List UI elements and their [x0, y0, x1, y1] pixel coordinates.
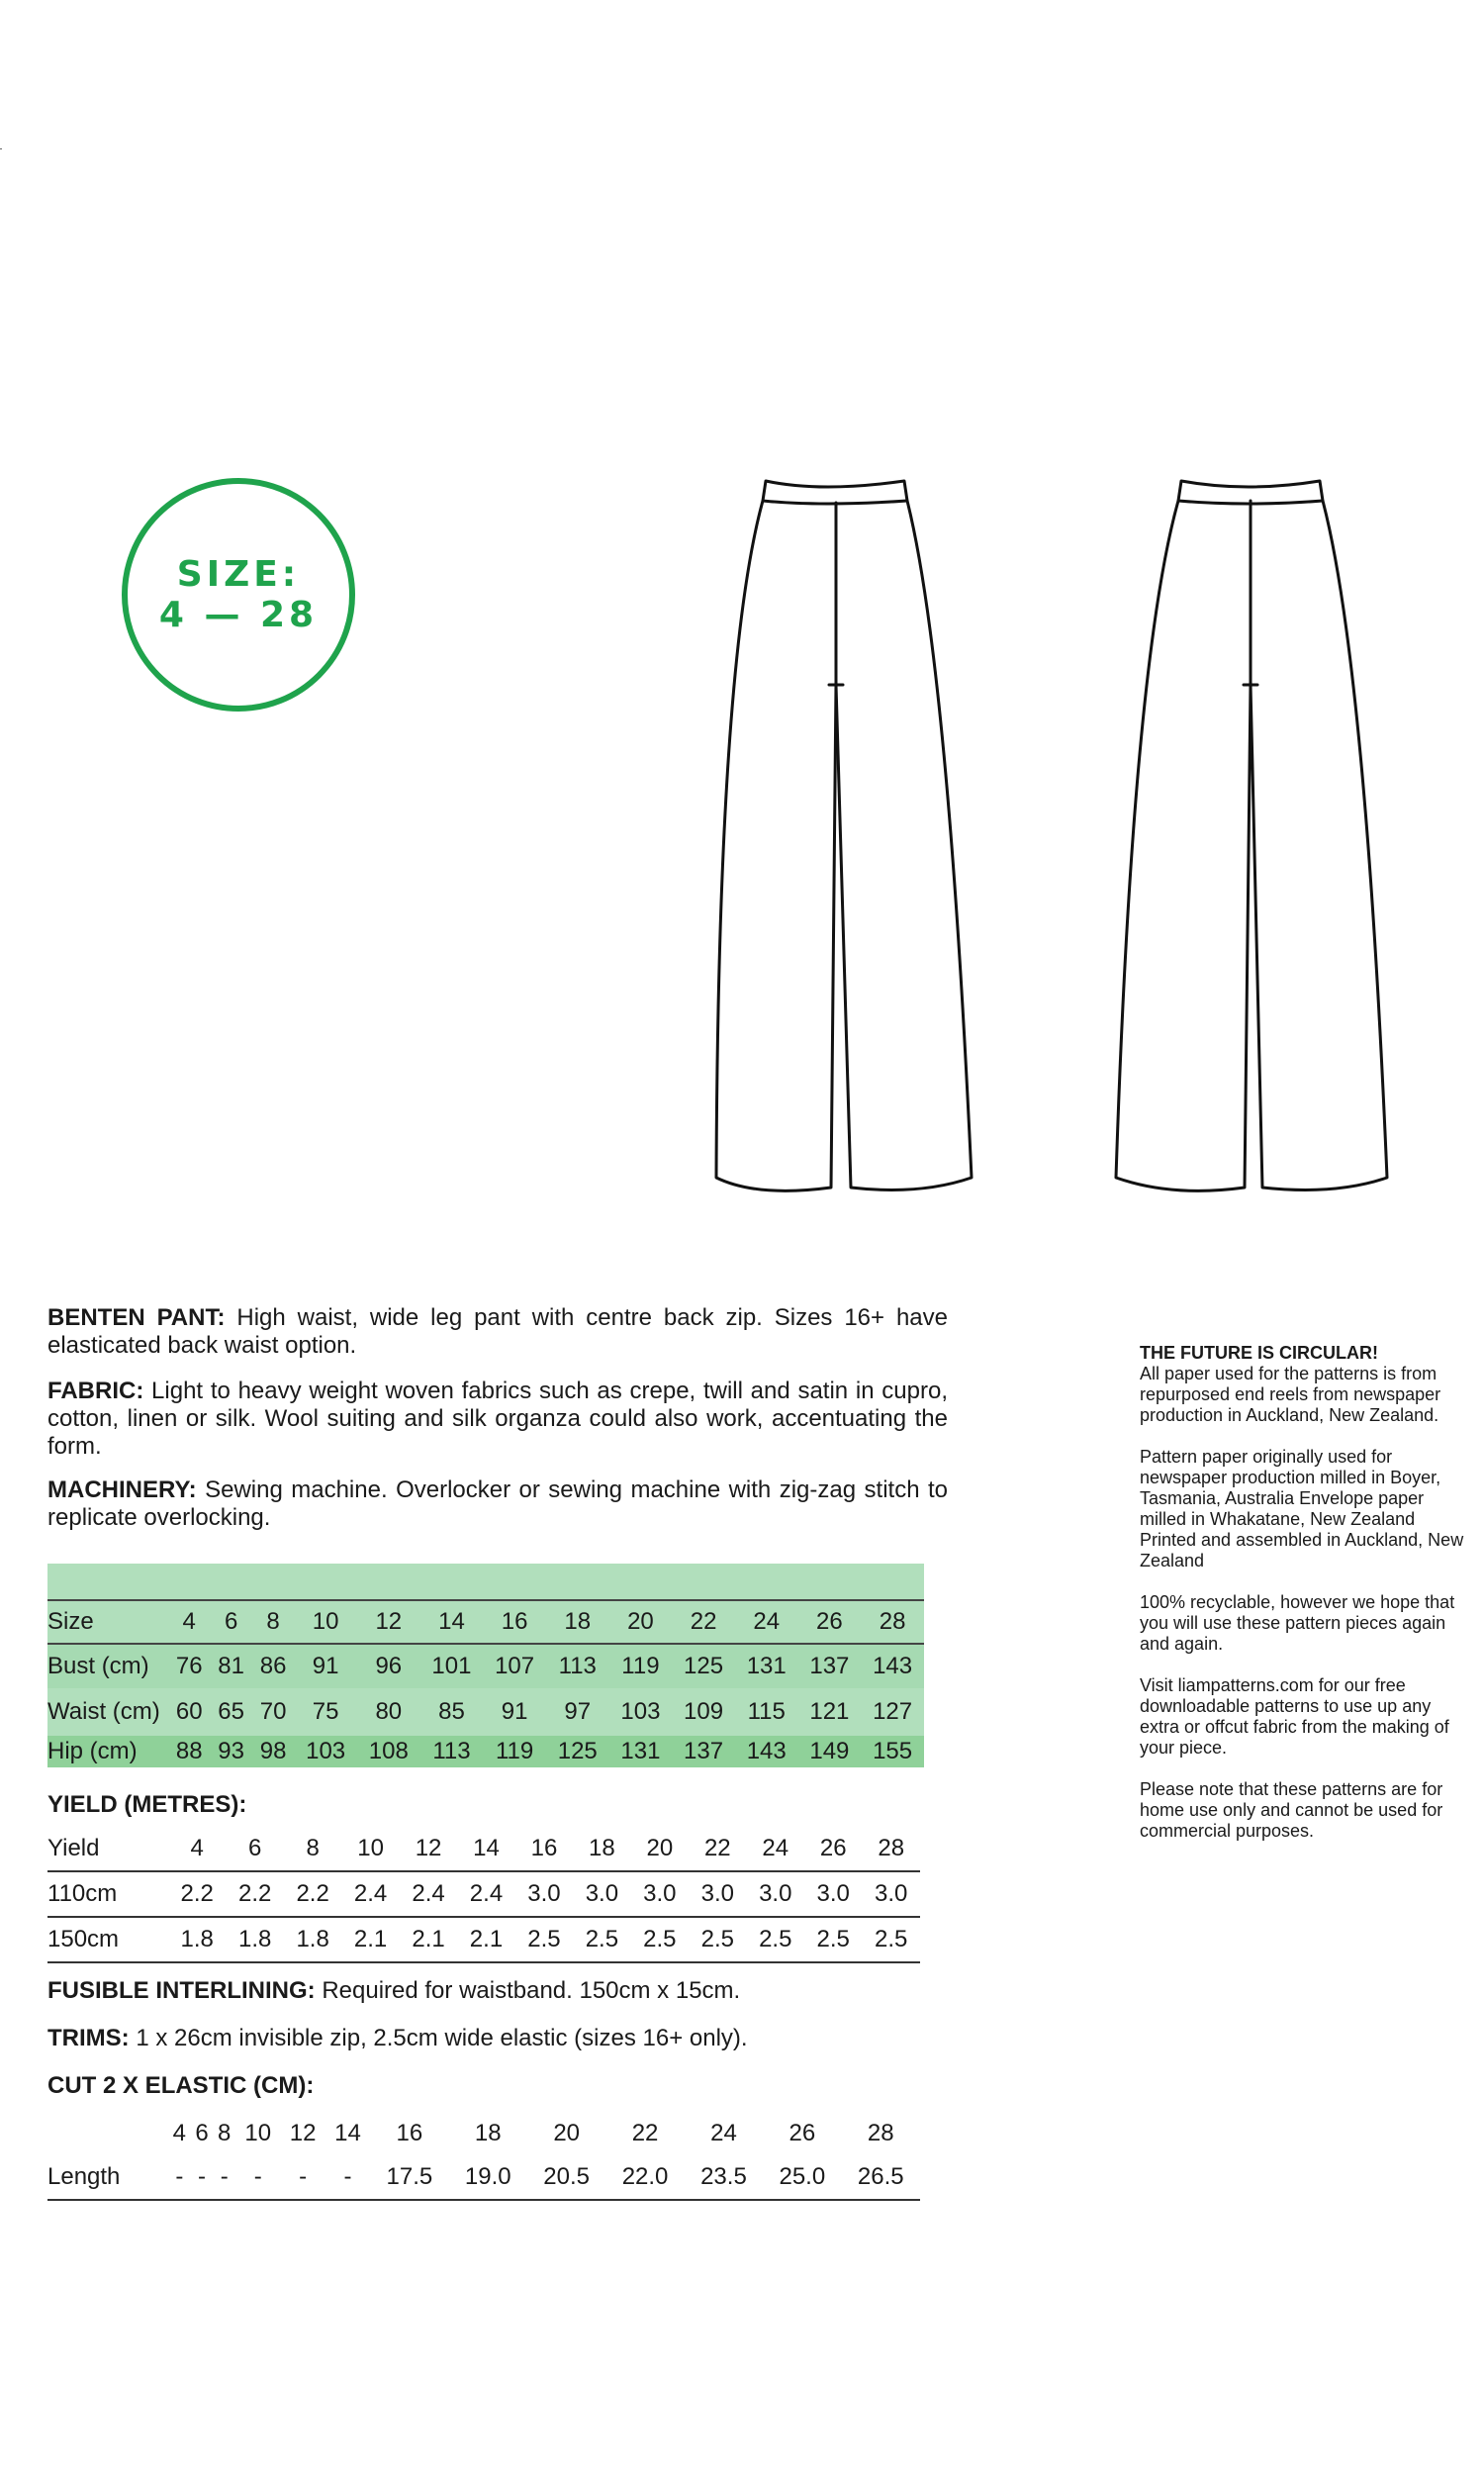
table-cell: 6: [226, 1827, 283, 1871]
table-cell: 2.1: [457, 1917, 514, 1962]
sidebar-paragraph: 100% recyclable, however we hope that you will use these pattern pieces again and again.: [1140, 1592, 1455, 1654]
size-chart-table: [47, 1564, 924, 1767]
size-chart-header-band: [47, 1564, 924, 1600]
trims-text: 1 x 26cm invisible zip, 2.5cm wide elastic (sizes 16+ only).: [129, 2025, 748, 2051]
table-cell: 121: [798, 1688, 862, 1736]
table-cell: 14: [420, 1600, 484, 1644]
table-cell: 113: [546, 1644, 609, 1688]
table-cell: 2.2: [168, 1871, 226, 1917]
table-cell: 26: [798, 1600, 862, 1644]
table-cell: 16: [483, 1600, 546, 1644]
table-cell: 2.5: [862, 1917, 920, 1962]
table-cell: 3.0: [515, 1871, 573, 1917]
table-cell: 2.5: [515, 1917, 573, 1962]
table-cell: 113: [420, 1736, 484, 1767]
table-header-cell: 18: [474, 2120, 502, 2146]
table-row: [47, 1917, 920, 1962]
table-cell: 23.5: [685, 2155, 763, 2200]
pant-back-drawing: [1116, 481, 1387, 1190]
table-cell: 24: [747, 1827, 804, 1871]
table-cell: 26.5: [842, 2155, 920, 2200]
row-label: [47, 2112, 168, 2155]
fabric-text: Light to heavy weight woven fabrics such as crepe, twill and satin in cupro, cotton, linen or silk. Wool suiting and silk organza could also work, accentuating the form.: [47, 1378, 948, 1460]
table-cell: 93: [210, 1736, 251, 1767]
table-cell: 103: [609, 1688, 673, 1736]
elastic-table: [47, 2112, 920, 2201]
table-cell: 119: [483, 1736, 546, 1767]
table-cell: 125: [672, 1644, 735, 1688]
table-cell: 10: [341, 1827, 399, 1871]
table-cell: 91: [294, 1644, 357, 1688]
table-header-cell: 10: [244, 2120, 272, 2146]
table-cell: 22.0: [605, 2155, 684, 2200]
table-cell: 149: [798, 1736, 862, 1767]
table-cell: 85: [420, 1688, 484, 1736]
table-cell: 108: [357, 1736, 420, 1767]
table-cell: 125: [546, 1736, 609, 1767]
table-cell: 143: [861, 1644, 924, 1688]
table-header-cell: 28: [867, 2120, 894, 2146]
fabric-description: [47, 1378, 948, 1461]
table-cell: 91: [483, 1688, 546, 1736]
table-cell: 2.5: [689, 1917, 746, 1962]
table-cell: 88: [168, 1736, 210, 1767]
benten-pant-description: [47, 1304, 948, 1360]
sidebar-paragraph: All paper used for the patterns is from repurposed end reels from newspaper production in Auckland, New Zealand.: [1140, 1364, 1441, 1425]
table-header-cell: 6: [195, 2120, 209, 2146]
row-label: Yield: [47, 1827, 168, 1871]
table-cell: 2.2: [284, 1871, 341, 1917]
table-cell: 60: [168, 1688, 210, 1736]
table-cell: 2.4: [457, 1871, 514, 1917]
table-cell: 3.0: [573, 1871, 630, 1917]
table-cell: 20: [631, 1827, 689, 1871]
table-cell: 4: [168, 1827, 226, 1871]
table-row: [47, 1871, 920, 1917]
table-cell: 3.0: [804, 1871, 862, 1917]
table-header-cell: 4: [172, 2120, 187, 2146]
table-row: [47, 2155, 920, 2200]
table-cell: 8: [252, 1600, 294, 1644]
yield-title: YIELD (METRES):: [47, 1791, 247, 1818]
table-cell: 137: [798, 1644, 862, 1688]
table-cell: 103: [294, 1736, 357, 1767]
table-cell: 107: [483, 1644, 546, 1688]
fusible-text: Required for waistband. 150cm x 15cm.: [315, 1977, 741, 2004]
table-cell: 1.8: [284, 1917, 341, 1962]
trims-note: [47, 2025, 748, 2052]
pant-front-drawing: [716, 481, 972, 1190]
table-cell: 137: [672, 1736, 735, 1767]
fabric-label: FABRIC:: [47, 1378, 144, 1404]
table-cell: 98: [252, 1736, 294, 1767]
table-cell: 3.0: [689, 1871, 746, 1917]
table-cell: -: [191, 2155, 214, 2200]
table-cell: -: [235, 2155, 280, 2200]
table-row: [47, 1600, 924, 1644]
table-cell: 22: [672, 1600, 735, 1644]
table-cell: 119: [609, 1644, 673, 1688]
table-cell: 76: [168, 1644, 210, 1688]
table-row: [47, 1644, 924, 1688]
table-header-cell: 14: [334, 2120, 361, 2146]
badge-size-range: 4 — 28: [158, 595, 319, 635]
sidebar-paragraph: Pattern paper originally used for newspaper production milled in Boyer, Tasmania, Australia Envelope paper milled in Whakatane, New Zealand Printed and assembled in Auckland, New Zealand: [1140, 1447, 1464, 1570]
sidebar-paragraph: Please note that these patterns are for home use only and cannot be used for commercial purposes.: [1140, 1779, 1443, 1841]
table-cell: 109: [672, 1688, 735, 1736]
table-cell: 28: [862, 1827, 920, 1871]
benten-text: High waist, wide leg pant with centre back zip. Sizes 16+ have elasticated back waist option.: [47, 1304, 948, 1359]
table-cell: -: [280, 2155, 325, 2200]
table-cell: 10: [294, 1600, 357, 1644]
table-cell: 2.5: [747, 1917, 804, 1962]
table-header-cell: 22: [631, 2120, 659, 2146]
table-cell: 2.2: [226, 1871, 283, 1917]
table-cell: 2.4: [400, 1871, 457, 1917]
table-cell: 16: [515, 1827, 573, 1871]
table-cell: 96: [357, 1644, 420, 1688]
row-label: Size: [47, 1600, 168, 1644]
table-header-cell: 26: [788, 2120, 816, 2146]
table-cell: 70: [252, 1688, 294, 1736]
table-cell: -: [168, 2155, 191, 2200]
table-header-cell: 16: [396, 2120, 423, 2146]
table-header-cell: 20: [553, 2120, 581, 2146]
row-label: 110cm: [47, 1871, 168, 1917]
table-cell: -: [325, 2155, 370, 2200]
table-cell: 131: [735, 1644, 798, 1688]
table-cell: 6: [210, 1600, 251, 1644]
table-cell: 1.8: [168, 1917, 226, 1962]
table-cell: 2.4: [341, 1871, 399, 1917]
table-cell: 8: [284, 1827, 341, 1871]
row-label: Length: [47, 2155, 168, 2200]
table-cell: 2.5: [804, 1917, 862, 1962]
table-cell: 20.5: [527, 2155, 605, 2200]
badge-size-label: SIZE:: [176, 553, 301, 595]
trims-label: TRIMS:: [47, 2025, 130, 2051]
table-cell: 20: [609, 1600, 673, 1644]
table-cell: 4: [168, 1600, 210, 1644]
table-header-cell: 24: [710, 2120, 737, 2146]
elastic-title: CUT 2 X ELASTIC (CM):: [47, 2072, 315, 2099]
row-label: Waist (cm): [47, 1688, 168, 1736]
table-cell: 12: [357, 1600, 420, 1644]
table-cell: 26: [804, 1827, 862, 1871]
fusible-interlining-note: [47, 1977, 740, 2005]
table-cell: 97: [546, 1688, 609, 1736]
machinery-label: MACHINERY:: [47, 1476, 197, 1503]
machinery-text: Sewing machine. Overlocker or sewing machine with zig-zag stitch to replicate overlocking.: [47, 1476, 948, 1531]
table-cell: 2.5: [631, 1917, 689, 1962]
table-cell: 101: [420, 1644, 484, 1688]
table-cell: 19.0: [449, 2155, 527, 2200]
table-row: [47, 1827, 920, 1871]
page-mark: [0, 148, 2, 149]
table-row: [47, 1736, 924, 1767]
table-cell: 127: [861, 1688, 924, 1736]
table-cell: 14: [457, 1827, 514, 1871]
sustainability-sidebar: [1140, 1343, 1466, 1862]
table-header-cell: 12: [289, 2120, 317, 2146]
size-range-badge: [122, 478, 355, 712]
table-cell: 65: [210, 1688, 251, 1736]
pant-technical-drawings: [673, 465, 1405, 1227]
table-cell: 24: [735, 1600, 798, 1644]
table-header-row: [47, 2112, 920, 2155]
table-cell: 17.5: [370, 2155, 448, 2200]
table-cell: 22: [689, 1827, 746, 1871]
table-cell: 25.0: [763, 2155, 841, 2200]
table-cell: 18: [573, 1827, 630, 1871]
table-cell: 1.8: [226, 1917, 283, 1962]
table-cell: 28: [861, 1600, 924, 1644]
table-cell: 86: [252, 1644, 294, 1688]
sidebar-paragraph: Visit liampatterns.com for our free downloadable patterns to use up any extra or offcut fabric from the making of your piece.: [1140, 1675, 1449, 1758]
table-cell: 18: [546, 1600, 609, 1644]
table-cell: 12: [400, 1827, 457, 1871]
table-cell: 143: [735, 1736, 798, 1767]
table-cell: 2.5: [573, 1917, 630, 1962]
machinery-description: [47, 1476, 948, 1532]
table-header-cell: 8: [218, 2120, 232, 2146]
table-cell: 155: [861, 1736, 924, 1767]
row-label: Hip (cm): [47, 1736, 168, 1767]
yield-table: [47, 1827, 920, 1963]
row-label: Bust (cm): [47, 1644, 168, 1688]
table-cell: -: [213, 2155, 235, 2200]
table-row: [47, 1688, 924, 1736]
table-cell: 3.0: [862, 1871, 920, 1917]
table-cell: 131: [609, 1736, 673, 1767]
benten-label: BENTEN PANT:: [47, 1304, 226, 1331]
table-cell: 2.1: [400, 1917, 457, 1962]
table-cell: 3.0: [631, 1871, 689, 1917]
table-cell: 81: [210, 1644, 251, 1688]
table-cell: 2.1: [341, 1917, 399, 1962]
table-cell: 115: [735, 1688, 798, 1736]
table-cell: 80: [357, 1688, 420, 1736]
sidebar-heading: THE FUTURE IS CIRCULAR!: [1140, 1343, 1378, 1363]
table-cell: 75: [294, 1688, 357, 1736]
fusible-label: FUSIBLE INTERLINING:: [47, 1977, 316, 2004]
table-cell: 3.0: [747, 1871, 804, 1917]
row-label: 150cm: [47, 1917, 168, 1962]
